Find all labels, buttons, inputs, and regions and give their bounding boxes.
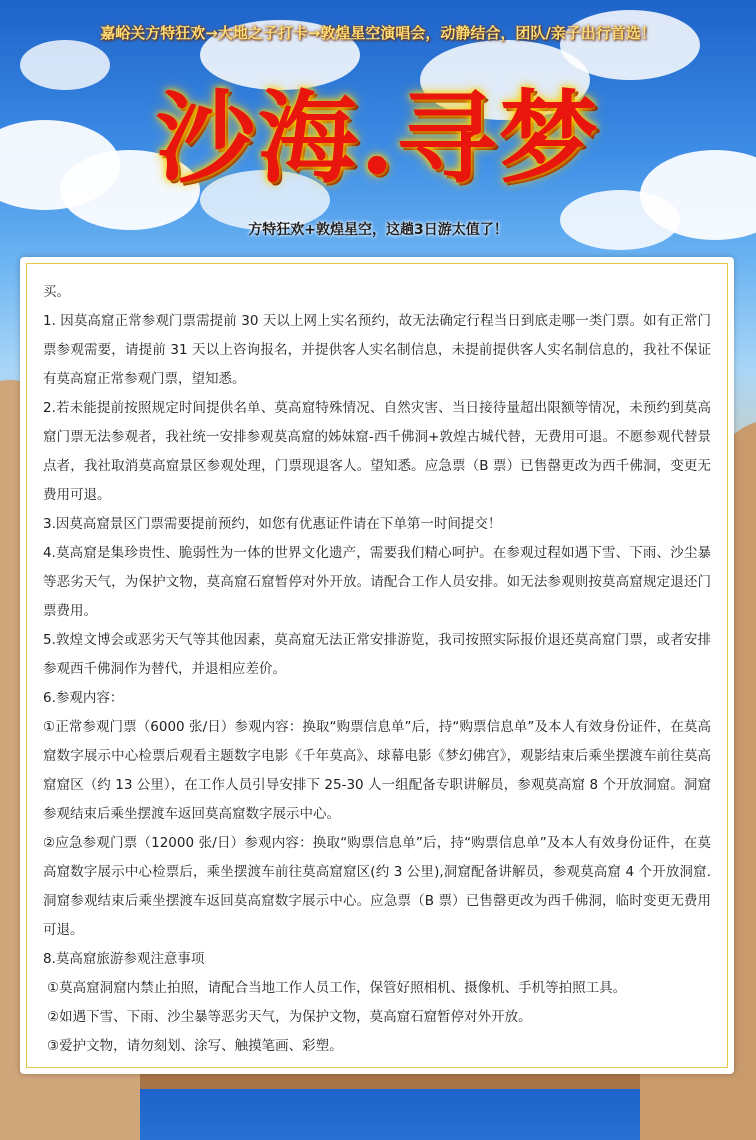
notice-paragraph: ①莫高窟洞窟内禁止拍照，请配合当地工作人员工作，保管好照相机、摄像机、手机等拍照工具。 <box>47 980 627 996</box>
header-banner: 嘉峪关方特狂欢→大地之子打卡→敦煌星空演唱会，动静结合，团队/亲子出行首选！ <box>100 24 656 42</box>
notice-paragraph: ①正常参观门票（6000 张/日）参观内容：换取“购票信息单”后，持“购票信息单”及本人有效身份证件，在莫高窟数字展示中心检票后观看主题数字电影《千年莫高》、球幕电影《梦幻佛宫》，观影结束后乘坐摆渡车前往莫高窟窟区（约 13 公里），在工作人员引导安排下 25-30 人一组配备专职讲解员，参观莫高窟 8 个开放洞窟。洞窟参观结束后乘坐摆渡车返回莫高窟数字展示中心。 <box>43 719 711 822</box>
notice-paragraph: ②如遇下雪、下雨、沙尘暴等恶劣天气，为保护文物，莫高窟石窟暂停对外开放。 <box>47 1009 532 1025</box>
page-subtitle: 方特狂欢+敦煌星空，这趟3日游太值了！ <box>248 222 508 238</box>
page-title: 沙海.寻梦 <box>155 79 601 197</box>
notice-paragraph: ③爱护文物，请勿刻划、涂写、触摸笔画、彩塑。 <box>47 1038 343 1054</box>
notice-paragraph: ②应急参观门票（12000 张/日）参观内容：换取“购票信息单”后，持“购票信息单”及本人有效身份证件，在莫高窟数字展示中心检票后，乘坐摆渡车前往莫高窟窟区(约 3 公里),洞窟配备讲解员，参观莫高窟 4 个开放洞窟.洞窟参观结束后乘坐摆渡车返回莫高窟数字展示中心。应急票（B 票）已售罄更改为西千佛洞，临时变更无费用可退。 <box>43 835 711 938</box>
notice-paragraph: 3.因莫高窟景区门票需要提前预约，如您有优惠证件请在下单第一时间提交！ <box>43 516 502 532</box>
notice-paragraph: 2.若未能提前按照规定时间提供名单、莫高窟特殊情况、自然灾害、当日接待量超出限额等情况，未预约到莫高窟门票无法参观者，我社统一安排参观莫高窟的姊妹窟-西千佛洞+敦煌古城代替，无费用可退。不愿参观代替景点者，我社取消莫高窟景区参观处理，门票现退客人。望知悉。应急票（B 票）已售罄更改为西千佛洞，变更无费用可退。 <box>43 400 711 503</box>
notice-paragraph: 买。 <box>43 284 70 300</box>
notice-panel-inner <box>26 263 728 1068</box>
notice-paragraph: 1. 因莫高窟正常参观门票需提前 30 天以上网上实名预约，故无法确定行程当日到底走哪一类门票。如有正常门票参观需要，请提前 31 天以上咨询报名，并提供客人实名制信息，未提前提供客人实名制信息的，我社不保证有莫高窟正常参观门票，望知悉。 <box>43 313 711 387</box>
notice-paragraph: 6.参观内容： <box>43 690 124 706</box>
notice-panel <box>20 257 734 1074</box>
notice-paragraph: 8.莫高窟旅游参观注意事项 <box>43 951 205 967</box>
notice-paragraph: 4.莫高窟是集珍贵性、脆弱性为一体的世界文化遗产，需要我们精心呵护。在参观过程如遇下雪、下雨、沙尘暴等恶劣天气，为保护文物，莫高窟石窟暂停对外开放。请配合工作人员安排。如无法参观则按莫高窟规定退还门票费用。 <box>43 545 711 619</box>
notice-paragraph: 5.敦煌文博会或恶劣天气等其他因素，莫高窟无法正常安排游览，我司按照实际报价退还莫高窟门票，或者安排参观西千佛洞作为替代，并退相应差价。 <box>43 632 711 677</box>
